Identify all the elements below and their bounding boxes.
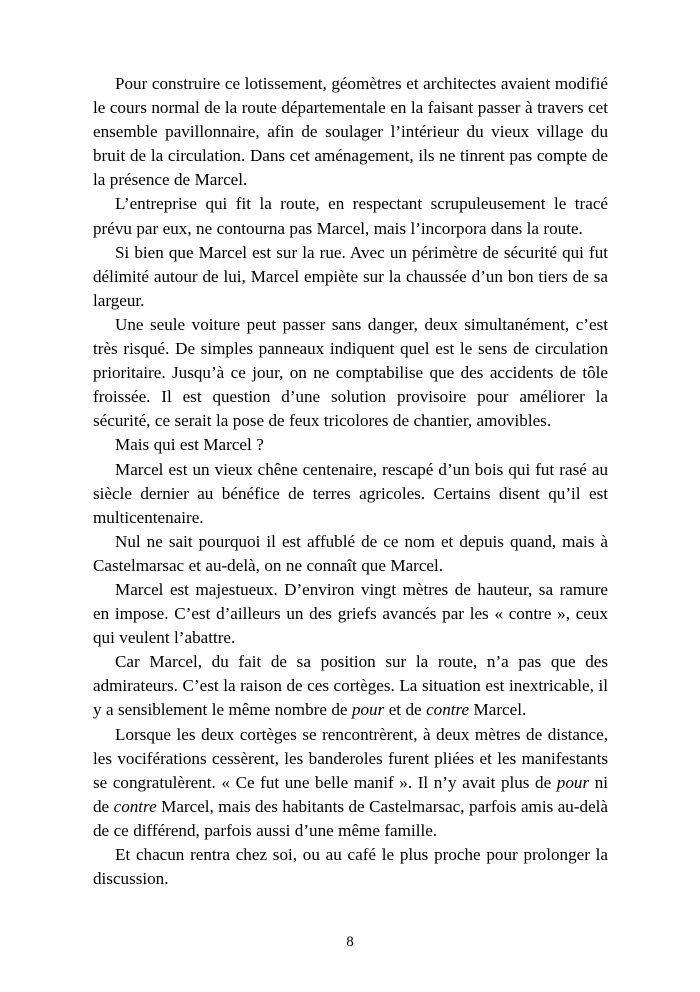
paragraph [93,723,608,843]
paragraph-segment: Marcel, mais des habitants de Castelmarsac, parfois amis au-delà de ce différend, parfois aussi d’une même famille. [93,796,608,840]
paragraph-segment: Marcel. [469,700,527,720]
page-number: 8 [346,934,354,950]
emphasis-pour: pour [351,700,385,720]
body-text-block [93,72,608,891]
paragraph: Une seule voiture peut passer sans danger, deux simultanément, c’est très risqué. De simples panneaux indiquent quel est le sens de circulation prioritaire. Jusqu’à ce jour, on ne comptabilise que des accidents de tôle froissée. Il est question d’une solution provisoire pour améliorer la sécurité, ce serait la pose de feux tricolores de chantier, amovibles. [93,314,608,431]
paragraph [93,650,608,722]
paragraph: Marcel est un vieux chêne centenaire, rescapé d’un bois qui fut rasé au siècle dernier au bénéfice de terres agricoles. Certains disent qu’il est multicentenaire. [93,459,608,527]
emphasis-contre: contre [426,700,470,720]
paragraph: L’entreprise qui fit la route, en respectant scrupuleusement le tracé prévu par eux, ne contourna pas Marcel, mais l’incorpora dans la route. [93,194,608,238]
paragraph: Nul ne sait pourquoi il est affublé de ce nom et depuis quand, mais à Castelmarsac et au-delà, on ne connaît que Marcel. [93,531,608,575]
paragraph: Et chacun rentra chez soi, ou au café le plus proche pour prolonger la discussion. [93,845,608,889]
paragraph: Mais qui est Marcel ? [115,435,264,455]
paragraph-segment: Lorsque les deux cortèges se rencontrèrent, à deux mètres de distance, les vociférations cessèrent, les banderoles furent pliées et les manifestants se congratulèrent. « Ce fut une belle manif ». Il n’y avait plus de [93,724,608,792]
emphasis-pour: pour [556,772,590,792]
paragraph: Si bien que Marcel est sur la rue. Avec un périmètre de sécurité qui fut délimité autour de lui, Marcel empiète sur la chaussée d’un bon tiers de sa largeur. [93,242,608,310]
paragraph-segment: et de [384,700,427,720]
paragraph-segment: ni de [93,772,608,816]
paragraph-segment: Car Marcel, du fait de sa position sur la route, n’a pas que des admirateurs. C’est la raison de ces cortèges. La situation est inextricable, il y a sensiblement le même nombre de [93,652,608,720]
emphasis-contre: contre [113,796,157,816]
paragraph: Marcel est majestueux. D’environ vingt mètres de hauteur, sa ramure en impose. C’est d’ailleurs un des griefs avancés par les « contre », ceux qui veulent l’abattre. [93,579,608,648]
paragraph: Pour construire ce lotissement, géomètres et architectes avaient modifié le cours normal de la route départementale en la faisant passer à travers cet ensemble pavillonnaire, afin de soulager l’intérieur du vieux village du bruit de la circulation. Dans cet aménagement, ils ne tinrent pas compte de la présence de Marcel. [93,74,608,190]
